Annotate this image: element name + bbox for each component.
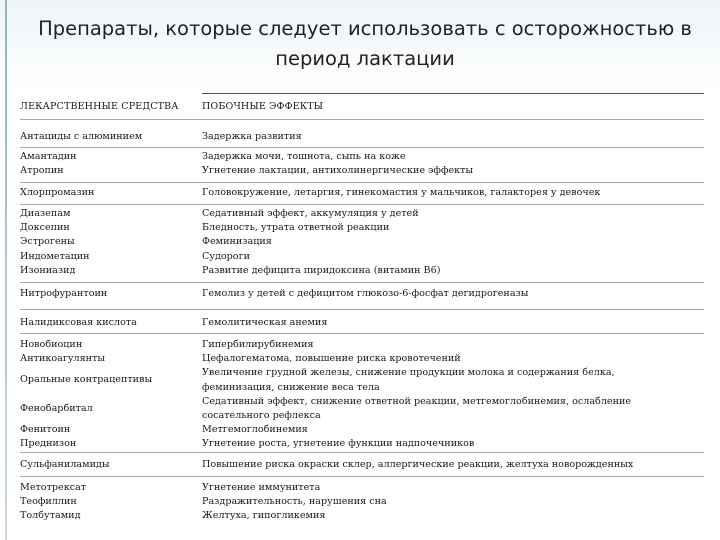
row-separator [20,452,704,453]
drug-name: Преднизон [20,438,77,449]
side-effect-text: Задержка развития [202,131,302,142]
side-effect-text: Головокружение, летаргия, гинекомастия у мальчиков, галакторея у девочек [202,187,601,198]
drug-name: Новобиоцин [20,339,83,350]
side-effect-text: Увеличение грудной железы, снижение продукции молока и содержания белка, [202,367,615,379]
row-separator [20,147,704,148]
side-effect-text: Угнетение лактации, антихолинергические эффекты [202,165,474,177]
side-effect-text: Угнетение роста, угнетение функции надпочечников [202,438,475,450]
column-header-drugs: ЛЕКАРСТВЕННЫЕ СРЕДСТВА [20,101,179,112]
slide-left-border [5,0,7,540]
drug-name: Оральные контрацептивы [20,374,153,385]
row-separator [20,309,704,310]
side-effect-text: Гемолитическая анемия [202,317,328,328]
drug-name: Фенитоин [20,424,71,435]
drug-name: Амантадин [20,151,77,162]
row-separator [20,182,704,183]
row-separator [20,333,704,334]
drug-name: Налидиксовая кислота [20,317,137,328]
column-header-effects: ПОБОЧНЫЕ ЭФФЕКТЫ [202,101,324,112]
title-line-1: Препараты, которые следует использовать с осторожностью в [38,17,692,40]
side-effect-text: Повышение риска окраски склер, аллергические реакции, желтуха новорожденных [202,459,634,470]
row-separator [20,119,704,120]
row-separator [20,204,704,205]
drug-name: Теофиллин [20,496,77,508]
side-effect-text: Желтуха, гипогликемия [202,510,326,522]
side-effect-text: Гемолиз у детей с дефицитом глюкозо-6-фосфат дегидрогеназы [202,288,529,299]
side-effect-text: сосательного рефлекса [202,410,321,421]
side-effect-text: Цефалогематома, повышение риска кровотечений [202,353,461,365]
drug-name: Сульфаниламиды [20,459,110,470]
side-effect-text: Судороги [202,250,251,262]
drug-name: Антикоагулянты [20,353,106,364]
side-effect-text: Метгемоглобинемия [202,424,308,436]
side-effect-text: Угнетение иммунитета [202,482,321,493]
side-effect-text: Развитие дефицита пиридоксина (витамин В6) [202,264,441,276]
drug-name: Антациды с алюминием [20,131,143,142]
row-separator [20,476,704,477]
side-effect-text: Раздражительность, нарушения сна [202,496,387,508]
side-effect-text: Седативный эффект, снижение ответной реакции, метгемоглобинемия, ослабление [202,395,632,407]
side-effect-text: Задержка мочи, тошнота, сыпь на коже [202,151,406,162]
drug-name: Нитрофурантоин [20,288,108,299]
drug-name: Метотрексат [20,482,87,493]
side-effect-text: Феминизация [202,236,272,248]
side-effect-text: Гипербилирубинемия [202,339,314,350]
side-effect-text: Бледность, утрата ответной реакции [202,222,390,234]
header-top-rule [202,93,704,94]
drug-name: Доксепин [20,222,70,234]
row-separator [20,282,704,283]
drug-name: Фенобарбитал [20,403,93,414]
drug-name: Хлорпромазин [20,187,95,198]
side-effect-text: Седативный эффект, аккумуляция у детей [202,208,419,219]
title-line-2: период лактации [275,47,455,70]
drug-name: Изониазид [20,264,76,276]
drug-name: Эстрогены [20,236,75,248]
slide-title [30,15,700,73]
side-effect-text: феминизация, снижение веса тела [202,381,380,393]
drug-name: Диазепам [20,208,71,219]
drug-name: Толбутамид [20,510,81,522]
drug-name: Атропин [20,165,64,177]
drug-name: Индометацин [20,250,90,262]
